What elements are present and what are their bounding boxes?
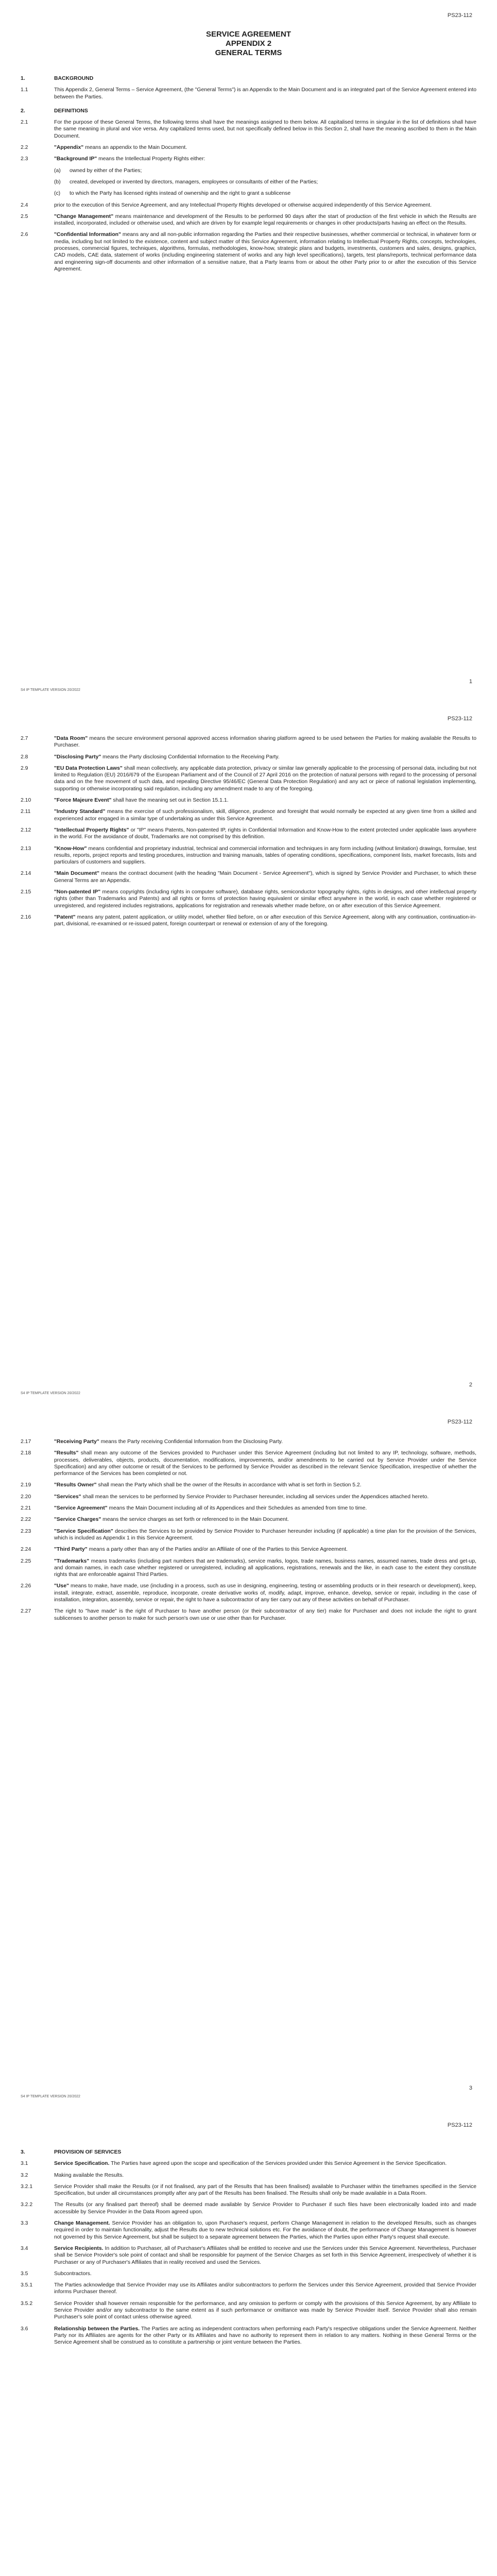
defined-term: "Patent": [54, 914, 76, 920]
page-number: 3: [469, 2085, 472, 2091]
clause: [21, 827, 476, 841]
clause-number: 2.17: [21, 1439, 31, 1445]
clause-number: 2.11: [21, 809, 31, 815]
defined-term: "Appendix": [54, 145, 84, 151]
clause-text: The Parties have agreed upon the scope and specification of the Services provided under this Service Agreement in the Service Specification.: [109, 2161, 447, 2167]
clause-number: 3.5: [21, 2270, 28, 2277]
page-4: [0, 2110, 497, 2576]
clause-number: 2.27: [21, 1608, 31, 1615]
clause: [21, 765, 476, 792]
clause-text: created, developed or invented by directors, managers, employees or consultants of either of the Parties;: [70, 179, 318, 185]
clause-text: means the Party disclosing Confidential Information to the Receiving Party.: [101, 754, 280, 760]
document-title: SERVICE AGREEMENT: [205, 30, 292, 39]
clause: [21, 167, 476, 174]
clause-number: 2.24: [21, 1547, 31, 1553]
clause-number: 1.: [21, 76, 25, 81]
clause-text: shall mean any outcome of the Services provided to Purchaser under this Service Agreement (including but not limited to any IP, technology, software, methods, processes, deliverables, objects, products, documentation, modifications, improvements, and/or amendments to be carried out by Service Provider under the Service Specification) and any other outcome or result of the Services to be performed by Service Provider as described in the relevant Service Specification, irrespective of whether the performance of the Services has been completed or not.: [54, 1450, 476, 1477]
defined-term: "Industry Standard": [54, 809, 106, 815]
clause-number: 2.21: [21, 1505, 31, 1512]
clause-number: 3.3: [21, 2221, 28, 2227]
defined-term: Service Specification.: [54, 2161, 110, 2167]
clause-number: 2.3: [21, 156, 28, 162]
defined-term: "Results": [54, 1450, 79, 1456]
defined-term: "Intellectual Property Rights": [54, 827, 129, 833]
footer-template-version: S4 IP TEMPLATE VERSION 20/2022: [21, 2095, 80, 2098]
clause-number: 2.10: [21, 798, 31, 804]
clause-text: means trademarks (including part numbers that are trademarks), service marks, logos, trade names, business names, assumed names, trade dress and get-up, and domain names, in each case whether registered or unregistered, including all applications, registrations, renewals and the like, in each case to the extent they constitute rights that are enforceable against Third Parties.: [54, 1558, 476, 1578]
clause-number: 3.: [21, 2149, 25, 2155]
clause-text: means the secure environment personal approved access information sharing platform agreed to be used between the Parties for making available the Results to Purchaser.: [54, 736, 476, 749]
clause-text: means the service charges as set forth or referenced to in the Main Document.: [101, 1517, 289, 1523]
clause-text: Subcontractors.: [54, 2270, 92, 2277]
clause: [21, 156, 476, 162]
clause: [21, 1558, 476, 1579]
section-heading: [21, 75, 476, 82]
clause-text: means the contract document (with the heading "Main Document - Service Agreement"), which is signed by Service Provider and Purchaser, to which these General Terms are an Appendix.: [54, 871, 476, 884]
clause-text: The Parties acknowledge that Service Provider may use its Affiliates and/or subcontractors to perform the Services under this Service Agreement, provided that Service Provider informs Purchaser thereof.: [54, 2282, 476, 2295]
document-reference: PS23-112: [447, 716, 472, 722]
clause-number: 2.4: [21, 202, 28, 208]
defined-term: "Service Charges": [54, 1517, 101, 1523]
clause: [21, 1528, 476, 1542]
page-number: 1: [469, 679, 472, 685]
clause: [21, 2282, 476, 2296]
clause-number: (a): [54, 167, 61, 174]
clause-text: means the Main Document including all of its Appendices and their Schedules as amended from time to time.: [107, 1505, 367, 1512]
clause: [21, 231, 476, 273]
clause-number: 2.12: [21, 827, 31, 833]
page-1-content: [21, 68, 476, 277]
clause: [21, 1482, 476, 1488]
clause-text: shall mean the services to be performed by Service Provider to Purchaser hereunder, including all services under the Appendices attached hereto.: [81, 1494, 429, 1500]
clause-number: 2.18: [21, 1450, 31, 1456]
clause-text: The Parties are acting as independent contractors when performing each Party's respective obligations under the Service Agreement. Neither Party nor its Affiliates are agents for the other Party or its Affiliates and have no authority to represent them in relation to any matters. Nothing in these General Terms or the Service Agreement shall be construed as to constitute a partnership or joint venture between the Parties.: [54, 2326, 476, 2346]
clause-number: 3.4: [21, 2245, 28, 2251]
clause-number: 2.5: [21, 213, 28, 219]
clause-number: 2.1: [21, 120, 28, 126]
clause: [21, 2270, 476, 2277]
defined-term: "Use": [54, 1583, 69, 1589]
clause: [21, 2172, 476, 2179]
clause-number: 2.22: [21, 1517, 31, 1523]
page-2: [0, 703, 497, 1406]
clause-number: 3.5.2: [21, 2300, 33, 2307]
defined-term: "Results Owner": [54, 1482, 97, 1488]
clause: [21, 870, 476, 884]
clause-number: 3.2.2: [21, 2202, 33, 2208]
footer-template-version: S4 IP TEMPLATE VERSION 20/2022: [21, 688, 80, 692]
clause: [21, 754, 476, 760]
clause: [21, 1583, 476, 1603]
clause-number: 2.: [21, 108, 25, 114]
clause-text: Service Provider shall make the Results (or if not finalised, any part of the Results that has been finalised) available to Purchaser within the timeframes specified in the Service Specification, but under all circumstances promptly after any part of the Results has been finalised. The Results shall only be made available in a Data Room.: [54, 2183, 476, 2197]
clause-text: For the purpose of these General Terms, the following terms shall have the meanings assigned to them below. All capitalised terms in singular in the list of definitions shall have the same meaning in plural and vice versa. Any capitalized terms used, but not specifically defined below in this Section 2, shall have the meaning ascribed to them in the Main Document.: [54, 120, 476, 139]
clause-text: means the exercise of such professionalism, skill, diligence, prudence and foresight that would normally be expected at any given time from a skilled and experienced actor engaged in a similar type of undertaking as under this Service Agreement.: [54, 809, 476, 822]
clause: [21, 735, 476, 749]
clause-text: shall mean the Party which shall be the owner of the Results in accordance with what is set forth in Section 5.2.: [96, 1482, 362, 1488]
defined-term: Service Recipients.: [54, 2245, 104, 2251]
clause-text: This Appendix 2, General Terms – Service Agreement, (the "General Terms") is an Appendix to the Main Document and is an integrated part of the Service Agreement entered into between the Parties.: [54, 87, 476, 100]
clause: [21, 808, 476, 822]
clause-number: (b): [54, 179, 61, 185]
defined-term: "EU Data Protection Laws": [54, 765, 123, 771]
page-3: [0, 1406, 497, 2110]
clause: [21, 2300, 476, 2321]
defined-term: Change Management.: [54, 2221, 110, 2227]
defined-term: "Know-How": [54, 845, 87, 852]
clause-number: 3.2: [21, 2172, 28, 2178]
clause-number: 2.6: [21, 232, 28, 238]
clause-text: means the Intellectual Property Rights either:: [97, 156, 205, 162]
clause: [21, 144, 476, 151]
defined-term: "Receiving Party": [54, 1439, 99, 1445]
clause-number: 2.20: [21, 1494, 31, 1500]
clause-number: 2.26: [21, 1583, 31, 1589]
clause-text: means copyrights (including rights in computer software), database rights, semiconductor topography rights, rights in designs, and other intellectual property rights (other than Trademarks and Patents) and all rights or forms of protection having equivalent or similar effect anywhere in the world, in each case whether registered or unregistered, and registered includes registrations, applications for registration and renewals whether made before, on or after execution of this Service Agreement.: [54, 889, 476, 909]
defined-term: "Trademarks": [54, 1558, 90, 1564]
clause-number: 2.2: [21, 145, 28, 151]
clause-text: to which the Party has licensed rights instead of ownership and the right to grant a sublicense: [70, 191, 291, 197]
clause-number: 2.19: [21, 1482, 31, 1488]
page-2-content: [21, 735, 476, 933]
page-1: [0, 0, 497, 703]
clause-text: prior to the execution of this Service Agreement, and any Intellectual Property Rights developed or otherwise acquired independently of this Service Agreement.: [54, 202, 432, 208]
clause-number: 2.23: [21, 1528, 31, 1534]
defined-term: "Background IP": [54, 156, 97, 162]
clause-number: 3.6: [21, 2326, 28, 2332]
defined-term: "Force Majeure Event": [54, 798, 112, 804]
section-heading: [21, 108, 476, 114]
defined-term: "Confidential Information": [54, 232, 121, 238]
footer-template-version: S4 IP TEMPLATE VERSION 20/2022: [21, 1392, 80, 1395]
defined-term: "Service Specification": [54, 1528, 113, 1534]
clause: [21, 797, 476, 804]
clause-number: 2.9: [21, 765, 28, 771]
clause-text: shall have the meaning set out in Section 15.1.1.: [111, 798, 229, 804]
clause-text: means to make, have made, use (including in a process, such as use in designing, engineering, testing or assembling products or in their research or development), keep, install, integrate, extract, assemble, reproduce, incorporate, create derivative works of, modify, adapt, improve, enhance, develop, service or repair, including in the case of installation, integration, assembly, service or repair, the right to have a subcontractor of any tier carry out any of these activities on behalf of Purchaser.: [54, 1583, 476, 1603]
clause-number: 2.25: [21, 1558, 31, 1564]
clause: [21, 213, 476, 227]
clause: [21, 119, 476, 140]
defined-term: "Services": [54, 1494, 81, 1500]
clause-number: 2.16: [21, 914, 31, 920]
section-heading-text: DEFINITIONS: [54, 108, 88, 114]
clause-text: describes the Services to be provided by Service Provider to Purchaser hereunder including (if applicable) a time plan for the provision of the Services, which is included as Appendix 1 in this Service Agreement.: [54, 1528, 476, 1541]
clause: [21, 1546, 476, 1553]
appendix-title: APPENDIX 2: [225, 39, 272, 48]
clause-number: 2.15: [21, 889, 31, 895]
clause-text: Service Provider has an obligation to, upon Purchaser's request, perform Change Management in relation to the developed Results, such as changes required in order to maintain functionality, adjust the Results due to new technical solutions etc. For the avoidance of doubt, the performance of Change Management is however not governed by this Service Agreement, but shall be subject to a separate agreement between the Parties, which the Parties upon either Party's request shall execute.: [54, 2221, 476, 2240]
clause-text: In addition to Purchaser, all of Purchaser's Affiliates shall be entitled to receive and use the Services under this Service Agreement. Nevertheless, Purchaser shall be Service Provider's sole point of contact and shall be responsible for payment of the Service Charges as set forth in this Service Agreement, irrespectively of whether it is Purchaser or any of Purchaser's Affiliates that in reality received and used the Services.: [54, 2245, 476, 2265]
clause-text: owned by either of the Parties;: [70, 167, 142, 174]
clause: [21, 2220, 476, 2241]
clause-text: means confidential and proprietary industrial, technical and commercial information and techniques in any form including (without limitation) drawings, formulae, test results, reports, project reports and testing procedures, instruction and training manuals, tables of operating conditions, specifications, component lists, market forecasts, lists and particulars of customers and suppliers.: [54, 845, 476, 866]
defined-term: "Third Party": [54, 1547, 88, 1553]
clause: [21, 202, 476, 209]
clause-number: 2.14: [21, 871, 31, 877]
clause-number: 3.2.1: [21, 2183, 33, 2190]
section-heading-text: PROVISION OF SERVICES: [54, 2149, 122, 2155]
clause: [21, 87, 476, 100]
clause-number: 3.5.1: [21, 2282, 33, 2289]
defined-term: "Non-patented IP": [54, 889, 101, 895]
clause-text: Making available the Results.: [54, 2172, 124, 2178]
clause: [21, 889, 476, 909]
clause-text: means an appendix to the Main Document.: [83, 145, 187, 151]
general-terms-title: GENERAL TERMS: [215, 48, 282, 57]
clause-number: (c): [54, 191, 61, 197]
document-reference: PS23-112: [447, 12, 472, 19]
clause: [21, 2326, 476, 2346]
defined-term: "Main Document": [54, 871, 99, 877]
document-reference: PS23-112: [447, 1419, 472, 1425]
clause: [21, 1494, 476, 1500]
clause: [21, 2201, 476, 2215]
clause: [21, 2160, 476, 2167]
clause: [21, 914, 476, 928]
clause-number: 2.7: [21, 736, 28, 741]
clause: [21, 179, 476, 185]
page-4-content: [21, 2142, 476, 2351]
clause-text: means the Party receiving Confidential Information from the Disclosing Party.: [99, 1439, 283, 1445]
defined-term: "Change Management": [54, 213, 114, 219]
clause-text: The Results (or any finalised part thereof) shall be deemed made available by Service Provider to Purchaser if such files have been electronically loaded into and made accessible by Service Provider in the Data Room agreed upon.: [54, 2202, 476, 2215]
clause-text: shall mean collectively, any applicable data protection, privacy or similar law generally applicable to the processing of personal data, including but not limited to Regulation (EU) 2016/679 of the European Parliament and of the Council of 27 April 2016 on the protection of natural persons with regard to the processing of personal data and on the free movement of such data, and repealing Directive 95/46/EC (General Data Protection Regulation) and any act or piece of national legislation implementing, supporting or otherwise incorporating said regulation, including any amendment made to any of the foregoing.: [54, 765, 476, 792]
clause-text: means maintenance and development of the Results to be performed 90 days after the start of production of the first vehicle in which the Results are installed, incorporated, included or otherwise used, and which are driven by for example legal requirements or changes in other products/parts having an effect on the Results.: [54, 213, 476, 227]
clause-text: Service Provider shall however remain responsible for the performance, and any omission to perform or comply with the provisions of this Service Agreement, by any Affiliate to Service Provider and/or any subcontractor to the same extent as if such performance or omittance was made by Service Provider itself. Service Provider shall also remain Purchaser's sole point of contact unless otherwise agreed.: [54, 2300, 476, 2320]
clause: [21, 1505, 476, 1512]
defined-term: "Disclosing Party": [54, 754, 101, 760]
clause: [21, 190, 476, 197]
clause-number: 1.1: [21, 87, 28, 93]
clause: [21, 845, 476, 866]
clause: [21, 2245, 476, 2266]
clause-text: The right to "have made" is the right of Purchaser to have another person (or their subcontractor of any tier) make for Purchaser and does not include the right to grant sublicenses to another person to make for such person's own use or use other than for Purchaser.: [54, 1608, 476, 1621]
section-heading: [21, 2149, 476, 2156]
clause-text: means any and all non-public information regarding the Parties and their respective businesses, whether commercial or technical, in whatever form or media, including but not limited to the existence, content and subject matter of this Service Agreement, information relating to Intellectual Property Rights, concepts, technologies, processes, commercial figures, techniques, algorithms, formulas, methodologies, know-how, strategic plans and budgets, investments, customers and sales, designs, graphics, CAD models, CAE data, statement of works (including engineering statement of works and any high level specifications), targets, test plans/reports, technical performance data and engineering sign-off documents and other information of a sensitive nature, that a Party learns from or about the other Party prior to or after the execution of this Service Agreement.: [54, 232, 476, 272]
clause-text: or "IP" means Patents, Non-patented IP, rights in Confidential Information and Know-How to the extent protected under applicable laws anywhere in the world. For the avoidance of doubt, Trademarks are not comprised by this definition.: [54, 827, 476, 840]
page-3-content: [21, 1438, 476, 1626]
defined-term: "Data Room": [54, 736, 88, 741]
clause: [21, 1516, 476, 1523]
page-number: 2: [469, 1382, 472, 1388]
clause: [21, 2183, 476, 2197]
clause-text: means a party other than any of the Parties and/or an Affiliate of one of the Parties to this Service Agreement.: [87, 1547, 348, 1553]
clause: [21, 1608, 476, 1622]
section-heading-text: BACKGROUND: [54, 76, 94, 81]
document-reference: PS23-112: [447, 2122, 472, 2128]
clause: [21, 1438, 476, 1445]
clause: [21, 1450, 476, 1477]
clause-number: 2.13: [21, 845, 31, 852]
defined-term: Relationship between the Parties.: [54, 2326, 140, 2332]
clause-text: means any patent, patent application, or utility model, whether filed before, on or after execution of this Service Agreement, along with any continuation, continuation-in-part, divisional, re-examined or re-issued patent, foreign counterpart or renewal or extension of any of the foregoing.: [54, 914, 476, 927]
clause-number: 3.1: [21, 2161, 28, 2167]
defined-term: "Service Agreement": [54, 1505, 108, 1512]
clause-number: 2.8: [21, 754, 28, 760]
